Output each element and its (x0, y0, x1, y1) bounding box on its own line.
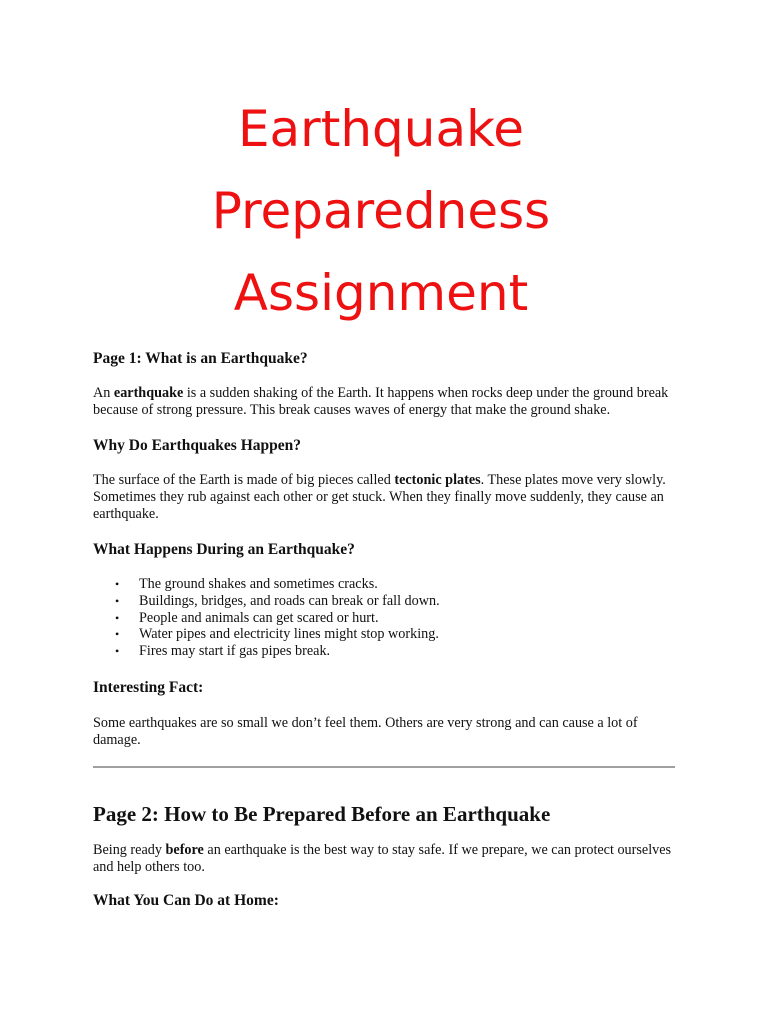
title-line-2: Preparedness (211, 182, 551, 240)
home-heading: What You Can Do at Home: (93, 891, 279, 909)
page2-intro-before: Being ready (93, 841, 166, 858)
page1-intro-after: is a sudden shaking of the Earth. It happens when rocks deep under the ground break because of strong pressure. This break causes waves of energy that make the ground shake. (93, 385, 669, 418)
list-item: • The ground shakes and sometimes cracks. (139, 576, 675, 593)
title-line-3: Assignment (233, 264, 529, 322)
why-bold: tectonic plates (394, 472, 481, 488)
document-page (93, 88, 675, 910)
why-paragraph (93, 472, 675, 523)
page2-intro-paragraph (93, 842, 675, 876)
list-item: • Buildings, bridges, and roads can break or fall down. (139, 593, 675, 610)
page1-intro-paragraph (93, 385, 675, 419)
page2-intro-bold: before (165, 841, 204, 858)
why-before: The surface of the Earth is made of big pieces called (93, 472, 395, 488)
during-heading: What Happens During an Earthquake? (93, 541, 355, 558)
why-after: . These plates move very slowly. Sometimes they rub against each other or get stuck. When they finally move suddenly, they cause an earthquake. (93, 472, 666, 522)
list-item: • Fires may start if gas pipes break. (139, 643, 675, 660)
page2-heading: Page 2: How to Be Prepared Before an Earthquake (93, 801, 551, 826)
fact-heading: Interesting Fact: (93, 678, 204, 696)
section-divider (93, 766, 675, 768)
why-heading: Why Do Earthquakes Happen? (93, 437, 302, 454)
list-item: • Water pipes and electricity lines might stop working. (139, 626, 675, 643)
title-line-1: Earthquake (237, 100, 525, 158)
list-item: • People and animals can get scared or hurt. (139, 610, 675, 627)
page2-intro-after: an earthquake is the best way to stay safe. If we prepare, we can protect ourselves and help others too. (93, 841, 672, 875)
page1-intro-before: An (93, 385, 114, 401)
fact-paragraph: Some earthquakes are so small we don’t feel them. Others are very strong and can cause a lot of damage. (93, 714, 638, 748)
page1-intro-bold: earthquake (113, 385, 184, 401)
page1-heading: Page 1: What is an Earthquake? (93, 350, 308, 367)
document-title (87, 88, 675, 334)
during-list (93, 576, 675, 660)
